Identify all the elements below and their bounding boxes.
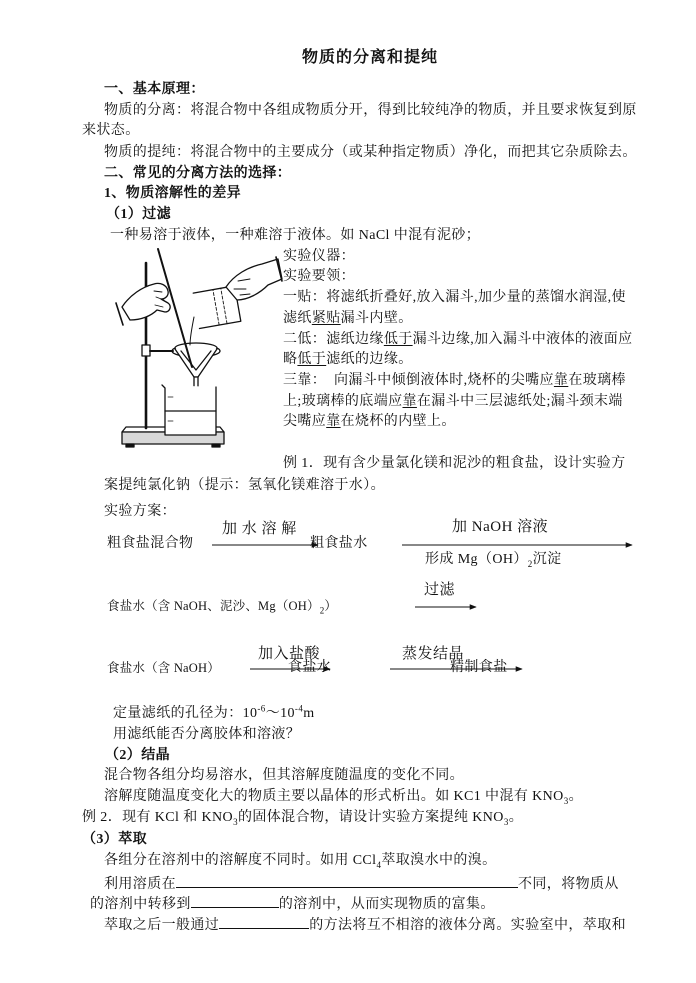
flow-refined-salt: 精制食盐: [450, 660, 508, 675]
crystallization-line2-post: 。: [568, 789, 583, 804]
extraction-line2-post: 不同，将物质从: [518, 877, 619, 892]
flow-step-dissolve: 加 水 溶 解: [222, 521, 297, 537]
rule3-line1-post: 在玻璃棒: [568, 373, 626, 388]
example1-line2: 案提纯氯化钠（提示：氢氧化镁难溶于水）。: [104, 478, 385, 493]
pore-size-mid: ～10: [265, 706, 295, 721]
pore-size-line: [113, 705, 315, 723]
brine-impurities-subscript: 2: [319, 605, 325, 616]
pore-exponent-2: -4: [294, 703, 304, 714]
crystallization-line2: [104, 788, 583, 806]
flow-result-precipitate: [425, 551, 562, 569]
rule1-line2-pre: 滤纸: [283, 311, 312, 326]
rule1-line2-post: 漏斗内壁。: [340, 311, 413, 326]
right-hand: [226, 259, 282, 300]
flow-brine-with-impurities: [107, 597, 337, 615]
example2-subscript-1: 3: [233, 816, 238, 827]
pore-size-unit: m: [303, 706, 315, 721]
fill-blank-1: [176, 873, 518, 888]
pore-size-text: 定量滤纸的孔径为：10: [113, 706, 258, 721]
rule3-line1: [283, 372, 626, 390]
rule3-key-term-1: 靠: [553, 373, 569, 388]
precipitate-subscript: 2: [527, 558, 533, 569]
extraction-heading: （3）萃取: [82, 832, 147, 847]
pore-exponent-1: -6: [257, 703, 266, 714]
example2-subscript-2: 3: [503, 816, 509, 827]
rule2-line1: [283, 331, 633, 349]
rule3-key-term-2: 靠: [402, 394, 417, 409]
rule2-line1-post: 漏斗边缘,加入漏斗中液体的液面应: [412, 332, 633, 347]
precipitate-text-pre: 形成 Mg（OH）: [425, 552, 528, 567]
crystallization-line2-pre: 溶解度随温度变化大的物质主要以晶体的形式析出。如 KC1 中混有 KNO: [104, 789, 564, 804]
solubility-heading: 1、物质溶解性的差异: [104, 186, 241, 201]
rule3-line2-pre: 上;玻璃棒的底端应: [283, 394, 403, 409]
liquid-stream: [190, 317, 194, 345]
rule2-line2-pre: 略: [283, 352, 298, 367]
apparatus-label: 实验仪器：: [283, 249, 355, 264]
extraction-line2: [104, 873, 619, 894]
section-methods-heading: 二、常见的分离方法的选择：: [104, 166, 292, 181]
rule2-line1-pre: 二低：滤纸边缘: [283, 332, 384, 347]
rule3-key-term-3: 靠: [326, 414, 341, 429]
example2-post: 。: [508, 810, 524, 825]
flow-step-add-naoh: 加 NaOH 溶液: [452, 519, 549, 535]
extraction-line4-pre: 萃取之后一般通过: [104, 918, 220, 933]
funnel-cone: [175, 349, 217, 377]
precipitate-text-post: 沉淀: [532, 552, 562, 567]
rule1-key-term: 紧贴: [311, 311, 341, 326]
plan-label: 实验方案：: [104, 504, 176, 519]
crystallization-line1: 混合物各组分均易溶水，但其溶解度随温度的变化不同。: [104, 768, 464, 783]
example2-mid: 的固体混合物，请设计实验方案提纯 KNO: [237, 810, 504, 825]
crystallization-heading: （2）结晶: [105, 748, 170, 763]
extraction-line3-post: 的溶剂中，从而实现物质的富集。: [278, 897, 495, 912]
rule1-line1: 一贴：将滤纸折叠好,放入漏斗,加少量的蒸馏水润湿,使: [283, 290, 626, 305]
rule3-line3-pre: 尖嘴应: [283, 414, 327, 429]
stand-foot-right: [212, 444, 220, 447]
rule3-line2: [283, 393, 623, 411]
extraction-line2-pre: 利用溶质在: [104, 877, 176, 892]
example2-line: [82, 809, 523, 827]
essentials-label: 实验要领：: [283, 269, 355, 284]
crystallization-subscript: 3: [563, 795, 569, 806]
purification-definition: 物质的提纯：将混合物中的主要成分（或某种指定物质）净化，而把其它杂质除去。: [104, 145, 637, 160]
separation-definition-line2: 来状态。: [82, 123, 140, 138]
extraction-line3: [90, 893, 495, 914]
flow-brine-with-naoh: 食盐水（含 NaOH）: [107, 661, 220, 675]
page-title: 物质的分离和提纯: [302, 49, 439, 66]
rule3-line1-pre: 三靠： 向漏斗中倾倒液体时,烧杯的尖嘴应: [283, 373, 554, 388]
rule3-line3-post: 在烧杯的内壁上。: [340, 414, 456, 429]
filtration-heading: （1）过滤: [106, 207, 171, 222]
clamp-boss: [142, 345, 150, 356]
rule2-line2: [283, 351, 413, 369]
extraction-subscript: 4: [376, 859, 382, 870]
rule3-line2-post: 在漏斗中三层滤纸处;漏斗颈末端: [416, 394, 623, 409]
extraction-line1-pre: 各组分在溶剂中的溶解度不同时。如用 CCl: [104, 853, 377, 868]
flow-step-add-acid: 加入盐酸: [258, 646, 321, 662]
fill-blank-3: [219, 914, 309, 929]
section-basic-heading: 一、基本原理：: [104, 82, 205, 97]
example2-pre: 例 2．现有 KCl 和 KNO: [82, 810, 234, 825]
brine-impurities-pre: 食盐水（含 NaOH、泥沙、Mg（OH）: [107, 599, 320, 613]
extraction-line4-post: 的方法将互不相溶的液体分离。实验室中，萃取和: [309, 918, 627, 933]
rule3-line3: [283, 413, 456, 431]
receiving-beaker: [162, 385, 216, 435]
example1-line1: 例 1．现有含少量氯化镁和泥沙的粗食盐，设计实验方: [283, 456, 626, 471]
filtration-intro: 一种易溶于液体，一种难溶于液体。如 NaCl 中混有泥砂；: [110, 228, 481, 243]
separation-definition-line1: 物质的分离：将混合物中各组成物质分开，得到比较纯净的物质，并且要求恢复到原: [104, 103, 637, 118]
flow-step-evaporate: 蒸发结晶: [402, 646, 465, 662]
extraction-line4: [104, 914, 626, 935]
extraction-line3-pre: 的溶剂中转移到: [90, 897, 191, 912]
stand-foot-left: [126, 444, 134, 447]
left-hand: [122, 283, 170, 320]
flow-crude-salt-mixture: 粗食盐混合物: [107, 536, 194, 551]
extraction-line1-post: 萃取溴水中的溴。: [381, 853, 497, 868]
filtration-apparatus-illustration: [110, 245, 285, 455]
rule1-line2: [283, 310, 413, 328]
colloid-question: 用滤纸能否分离胶体和溶液？: [113, 727, 301, 742]
rule2-line2-post: 滤纸的边缘。: [326, 352, 413, 367]
rule2-key-term-2: 低于: [297, 352, 327, 367]
rule2-key-term-1: 低于: [383, 332, 413, 347]
brine-impurities-post: ）: [324, 599, 338, 613]
flow-step-filter: 过滤: [424, 582, 456, 598]
flow-crude-brine: 粗食盐水: [310, 536, 368, 551]
flow-brine: 食盐水: [288, 660, 332, 675]
fill-blank-2: [191, 893, 279, 908]
extraction-line1: [104, 852, 497, 870]
